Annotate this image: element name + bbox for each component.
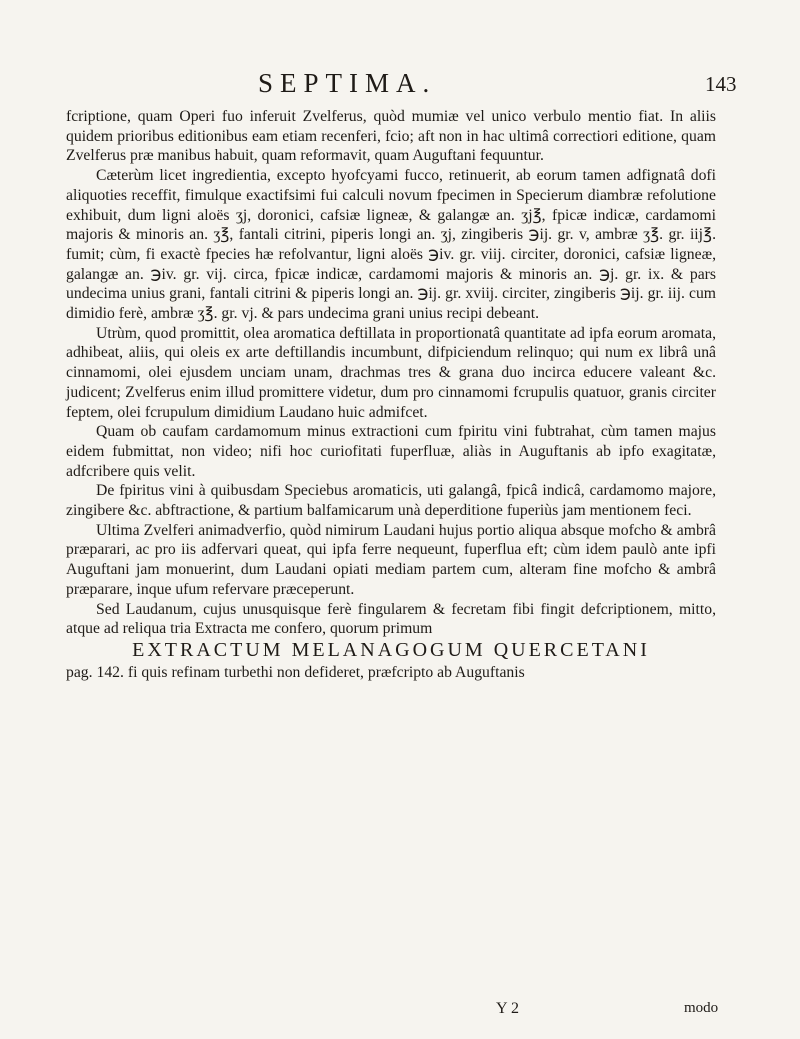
running-head: SEPTIMA. xyxy=(258,68,437,98)
paragraph-3: Utrùm, quod promittit, olea aromatica deftillata in proportionatâ quantitate ad ipfa eorum aromata, adhibeat, aliis, qui oleis ex arte deftillandis incumbunt, difpiciendum relinquo; qui num ex librâ unâ cinnamomi, olei ejusdem unciam unam, drachmas tres & grana duo incirca educere valeant &c. judicent; Zvelferus enim illud promittere videtur, dum pro cinnamomi fcrupulis quatuor, granis circiter feptem, olei fcrupulum dimidium Laudano huic admifcet. xyxy=(66,324,716,421)
section-heading: EXTRACTUM MELANAGOGUM QUERCETANI xyxy=(132,638,650,661)
page-number: 143 xyxy=(705,72,737,96)
paragraph-7: Sed Laudanum, cujus unusquisque ferè fingularem & fecretam fibi fingit defcriptionem, mitto, atque ad reliqua tria Extracta me confero, quorum primum xyxy=(66,600,716,638)
signature-mark: Y 2 xyxy=(496,1000,519,1017)
reference-line: pag. 142. fi quis refinam turbethi non defideret, præfcripto ab Auguftanis xyxy=(66,663,525,681)
paragraph-1: fcriptione, quam Operi fuo inferuit Zvelferus, quòd mumiæ vel unico verbulo mentio fiat. In aliis quidem prioribus editionibus eam etiam recenferi, fcio; aft non in hac ultimâ correctiori editione, quam Zvelferus præ manibus habuit, quam reformavit, quam Auguftani fequuntur. xyxy=(66,108,716,165)
page-header xyxy=(0,60,800,100)
paragraph-5: De fpiritus vini à quibusdam Speciebus aromaticis, uti galangâ, fpicâ indicâ, cardamomo majore, zingibere &c. abftractione, & partium balfamicarum unà deperditione fuperiùs jam mentionem feci. xyxy=(66,482,716,520)
catchword: modo xyxy=(684,1000,719,1016)
paragraph-2: Cæterùm licet ingredientia, excepto hyofcyami fucco, retinuerit, ab eorum tamen adfignatâ dofi aliquoties receffit, fimulque exactifsimi fui calculi novum fpecimen in Specierum diambræ refolutione exhibuit, dum ligni aloës ʒj, doronici, cafsiæ ligneæ, & galangæ an. ʒj℥, fpicæ indicæ, cardamomi majoris & minoris an. ʒ℥, fantali citrini, piperis longi an. ʒj, zingiberis ℈ij. gr. v, ambræ ʒ℥. gr. iij℥. fumit; cùm, fi exactè fpecies hæ refolvantur, ligni aloës ℈iv. gr. viij. circiter, doronici, cafsiæ ligneæ, galangæ an. ℈iv. gr. vij. circa, fpicæ indicæ, cardamomi majoris & minoris an. ℈j. gr. ix. & pars undecima unius grani, fantali citrini & piperis longi an. ℈ij. gr. xviij. circiter, zingiberis ℈ij. gr. iij. cum dimidio ferè, ambræ ʒ℥. gr. vj. & pars undecima grani unius recipi debeant. xyxy=(66,167,716,323)
page-footer xyxy=(0,1000,800,1028)
body-text xyxy=(66,107,716,682)
paragraph-6: Ultima Zvelferi animadverfio, quòd nimirum Laudani hujus portio aliqua absque mofcho & ambrâ præparari, ac pro iis adfervari queat, qui ipfa ferre nequeunt, fuperflua eft; cùm idem paulò ante ipfi Auguftani jam monuerint, dum Laudani opiati mediam partem cum, alteram fine mofcho & ambrâ præparare, inque ufum refervare præceperunt. xyxy=(66,521,716,598)
paragraph-4: Quam ob caufam cardamomum minus extractioni cum fpiritu vini fubtrahat, cùm tamen majus eidem fubmittat, non video; nifi hoc curiofitati fuperfluæ, aliàs in Auguftanis ab ipfo exagitatæ, adfcribere quis velit. xyxy=(66,423,716,480)
